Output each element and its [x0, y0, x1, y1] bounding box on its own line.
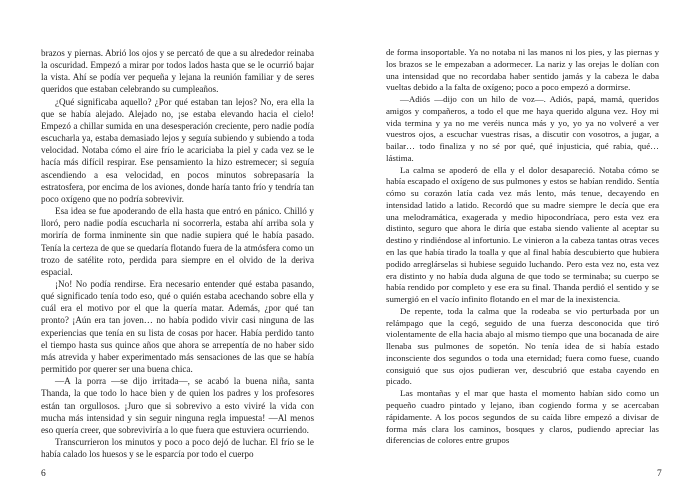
paragraph: Esa idea se fue apoderando de ella hasta que entró en pánico. Chilló y lloró, pero nadie podía escucharla ni socorrerla, estaba ahí arriba sola y moriría de forma inminente sin que nadie supiera qué le había pasado. Tenía la certeza de que se quedaría flotando fuera de la atmósfera como un trozo de satélite roto, perdida para siempre en el olvido de la deriva espacial. — [41, 206, 314, 277]
left-page-text — [41, 47, 314, 460]
page-number: 7 — [657, 469, 662, 479]
paragraph: De repente, toda la calma que la rodeaba se vio perturbada por un relámpago que la cegó, seguido de una fuerza desconocida que tiró violentamente de ella hacia abajo al mismo tiempo que una bocanada de aire llenaba sus pulmones de sopetón. No tenía idea de si había estado inconsciente dos segundos o toda una eternidad; fuera como fuese, cuando consiguió que sus ojos pudieran ver, descubrió que estaba cayendo en picado. — [386, 305, 659, 387]
right-page — [350, 0, 700, 490]
paragraph: Transcurrieron los minutos y poco a poco dejó de luchar. El frío se le había calado los huesos y se le esparcía por todo el cuerpo — [41, 437, 314, 460]
paragraph: ¿Qué significaba aquello? ¿Por qué estaban tan lejos? No, era ella la que se había alejado. Alejado no, ¡se estaba elevando hacia el cielo! Empezó a chillar sumida en una desesperación creciente, pero nadie podía escucharla ya, estaba demasiado lejos y seguía subiendo y subiendo a toda velocidad. Notaba cómo el aire frío le acariciaba la piel y cada vez se le hacía más difícil respirar. Ese pensamiento la hizo estremecer; si seguía ascendiendo a esa velocidad, en pocos minutos sobrepasaría la estratosfera, por encima de los aviones, donde haría tanto frío y tendría tan poco oxígeno que no podría sobrevivir. — [41, 96, 314, 204]
paragraph: —Adiós —dijo con un hilo de voz—. Adiós, papá, mamá, queridos amigos y compañeros, a todo el que me haya querido alguna vez. Hoy mi vida termina y ya no me veréis nunca más y yo, yo ya no volveré a ver vuestros ojos, a escuchar vuestras risas, a discutir con vosotros, a jugar, a bailar… todo finaliza y no sé por qué, qué injusticia, qué rabia, qué… lástima. — [386, 94, 659, 163]
paragraph: La calma se apoderó de ella y el dolor desapareció. Notaba cómo se había escapado el oxígeno de sus pulmones y estos se habían rendido. Sentía cómo su corazón latía cada vez más lento, más tenue, decayendo en intensidad latido a latido. Recordó que su madre siempre le decía que era una melodramática, exagerada y medio hipocondríaca, pero esta vez era distinto, seguro que ahora le diría que estaba siendo valiente al aceptar su destino y rindiéndose al infortunio. Le vinieron a la cabeza tantas otras veces en las que había tirado la toalla y que al final había descubierto que hubiera podido arreglárselas si hubiese seguido luchando. Pero esta vez no, esta vez era distinto y no había duda alguna de que todo se terminaba; su cuerpo se había rendido por completo y ese era su final. Thanda perdió el sentido y se sumergió en el vacío infinito flotando en el mar de la inexistencia. — [386, 164, 659, 305]
paragraph: —A la porra —se dijo irritada—, se acabó la buena niña, santa Thanda, la que todo lo hace bien y de quien los padres y los profesores están tan orgullosos. ¡Juro que si sobrevivo a esto viviré la vida con mucha más intensidad y sin seguir ninguna regla impuesta! —Al menos eso quería creer, que sobreviviría a lo que fuera que estuviera ocurriendo. — [41, 376, 314, 435]
paragraph: brazos y piernas. Abrió los ojos y se percató de que a su alrededor reinaba la oscuridad. Empezó a mirar por todos lados hasta que se le ocurrió bajar la vista. Ahí se podía ver pequeña y lejana la reunión familiar y de seres queridos que estaban celebrando su cumpleaños. — [41, 48, 314, 95]
right-page-text — [386, 47, 659, 447]
paragraph: Las montañas y el mar que hasta el momento habían sido como un pequeño cuadro pintado y lejano, iban cogiendo forma y se acercaban rápidamente. A los pocos segundos de su caída libre empezó a divisar de forma más clara los caminos, bosques y claros, pudiendo apreciar las diferencias de colores entre grupos — [386, 388, 659, 446]
paragraph: de forma insoportable. Ya no notaba ni las manos ni los pies, y las piernas y los brazos se le empezaban a adormecer. La nariz y las orejas le dolían con una intensidad que no recordaba haber sentido jamás y la cabeza le daba vueltas debido a la falta de oxígeno; poco a poco empezó a dormirse. — [386, 47, 659, 93]
paragraph: ¡No! No podía rendirse. Era necesario entender qué estaba pasando, qué significado tenía todo eso, qué o quién estaba acechando sobre ella y cuál era el motivo por el que la quería matar. Además, ¿por qué tan pronto? ¡Aún era tan joven… no había podido vivir casi ninguna de las experiencias que tenía en su lista de cosas por hacer. Había perdido tanto el tiempo hasta sus quince años que ahora se arrepentía de no haber sido más atrevida y haber experimentado más sensaciones de las que se había permitido por querer ser una buena chica. — [41, 278, 314, 375]
page-number: 6 — [41, 469, 46, 479]
